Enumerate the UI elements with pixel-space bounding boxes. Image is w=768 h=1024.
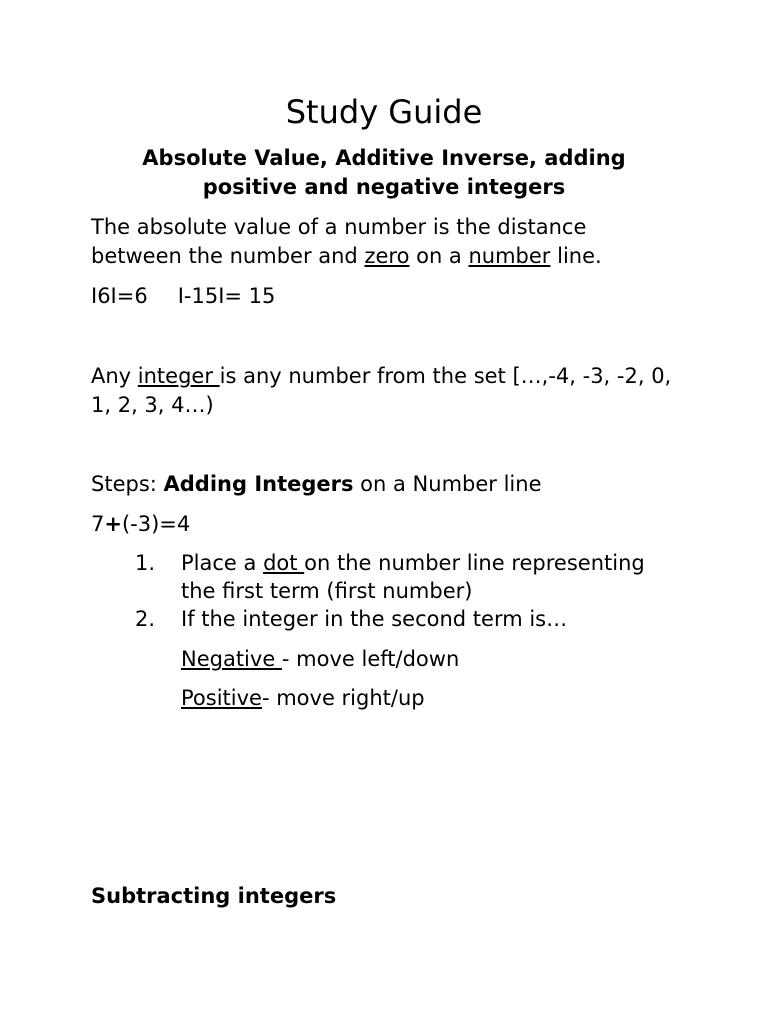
positive-text: - move right/up	[261, 686, 425, 710]
steps-prefix: Steps:	[91, 472, 164, 496]
term-integer: integer	[137, 364, 220, 388]
term-number: number	[468, 244, 551, 268]
list-item-1-text-end: on the number line representing the first term (first number)	[181, 551, 645, 603]
steps-bold: Adding Integers	[163, 472, 354, 496]
term-dot: dot	[263, 551, 305, 575]
negative-direction	[181, 645, 681, 673]
positive-direction	[181, 684, 681, 712]
integer-text-start: Any	[91, 364, 138, 388]
list-item-1-text-start: Place a	[181, 551, 264, 575]
negative-text: - move left/down	[281, 647, 460, 671]
absolute-value-definition	[91, 213, 681, 271]
example-1: I6I=6	[91, 284, 148, 308]
equation-b: (-3)=4	[121, 512, 191, 536]
list-number-1: 1.	[135, 551, 156, 575]
subtracting-heading: Subtracting integers	[91, 884, 337, 908]
steps-suffix: on a Number line	[353, 472, 542, 496]
example-equation	[91, 510, 681, 539]
list-item-2: If the integer in the second term is…	[181, 607, 568, 631]
page-title: Study Guide	[285, 93, 483, 131]
definition-text-middle: on a	[409, 244, 469, 268]
integer-definition	[91, 362, 681, 420]
definition-text-start: The absolute value of a number is the distance between the number and	[91, 215, 587, 268]
definition-text-end: line.	[550, 244, 602, 268]
integer-text-end: is any number from the set […,-4, -3, -2, 0, 1, 2, 3, 4…)	[91, 364, 672, 417]
term-zero: zero	[364, 244, 410, 268]
equation-a: 7	[91, 512, 105, 536]
list-item-1	[181, 549, 681, 605]
absolute-value-examples	[91, 282, 681, 311]
positive-label: Positive	[181, 686, 262, 710]
list-number-2: 2.	[135, 607, 156, 631]
negative-label: Negative	[181, 647, 282, 671]
equation-operator: +	[104, 512, 122, 536]
steps-heading	[91, 470, 681, 499]
example-2: I-15I= 15	[177, 284, 276, 308]
page-subtitle: Absolute Value, Additive Inverse, adding positive and negative integers	[142, 146, 626, 199]
